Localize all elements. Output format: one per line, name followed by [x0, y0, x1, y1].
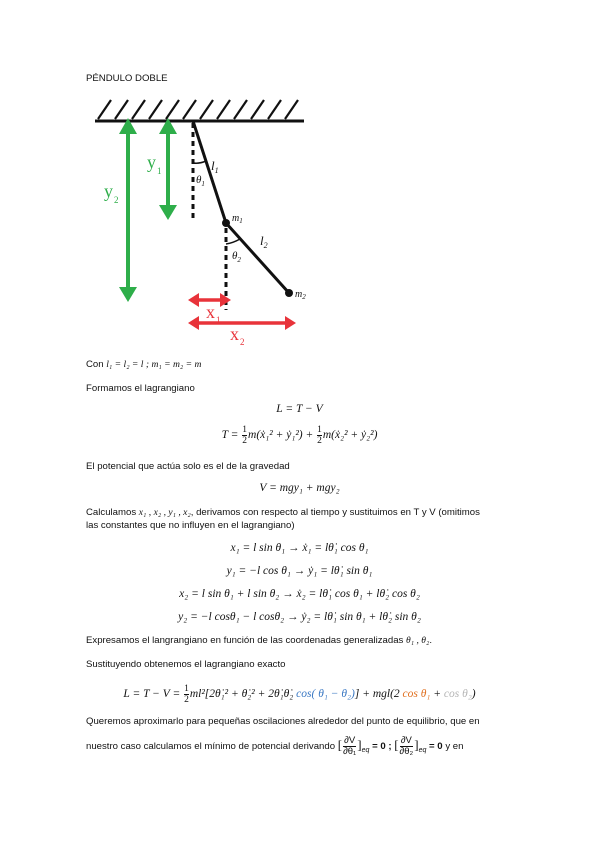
angle-arc-2 [226, 239, 240, 244]
potencial-paragraph: El potencial que actúa solo es el de la gravedad [86, 461, 290, 472]
mass-1 [222, 219, 230, 227]
expresamos-paragraph: Expresamos el langrangiano en función de las coordenadas generalizadas θ₁ , θ₂. [86, 635, 432, 646]
fraction-half-3: $\frac{1}{2}$ [184, 684, 189, 705]
x2-label: $x_2$ [230, 324, 245, 347]
partial-v-theta2: $\frac{\partial V}{\text{∂θ₂}}$ [399, 734, 414, 757]
page-title: PÉNDULO DOBLE [86, 73, 168, 84]
equation-y1: y₁ = −l cos θ₁ → ẏ₁ = lθ̇₁ sin θ₁ [226, 565, 373, 577]
x1-label: $x_1$ [206, 302, 221, 325]
l1-label: $l_1$ [211, 158, 219, 175]
angle-arc-1 [193, 161, 206, 163]
fraction-half-2: $\frac{1}{2}$ [317, 425, 322, 446]
equation-kinetic: T = $\frac{1}{2}$ m(ẋ₁² + ẏ₁²) + $\frac{1}{2}$ m(ẋ₂² + ẏ₂²) [221, 425, 378, 446]
double-pendulum-diagram [0, 88, 599, 348]
m2-label: $m_2$ [295, 289, 306, 301]
cos-theta1-term: cos θ₁ [402, 688, 431, 701]
queremos-line-2: nuestro caso calculamos el mínimo de potencial derivando [ $\frac{\partial V}{\text{∂θ₁}}$ ]$_{eq} = 0$ ; [ $\frac{\partial V}{\text{∂θ₂}}$ ]$_{eq} = 0$ y en [86, 734, 464, 757]
equation-potential: V = mgy₁ + mgy₂ [259, 482, 340, 494]
formamos-paragraph: Formamos el lagrangiano [86, 383, 195, 394]
fraction-half: $\frac{1}{2}$ [242, 425, 248, 446]
y1-arrow [159, 118, 177, 220]
y1-label: $y_1$ [147, 152, 162, 176]
condition-line: Con l₁ = l₂ = l ; m₁ = m₂ = m [86, 359, 202, 370]
y2-label: $y_2$ [104, 181, 119, 205]
theta1-label: $\theta_1$ [196, 174, 205, 188]
cos-theta2-term: cos θ₂ [443, 688, 472, 701]
mass-2 [285, 289, 293, 297]
y2-arrow [119, 118, 137, 302]
equation-exact-lagrangian: L = T − V = $\frac{1}{2}$ ml²[2θ̇₁² + θ̇₂² + 2θ̇₁θ̇₂ cos( θ₁ − θ₂)] + mgl(2 cos θ₁ + cos θ₂) [123, 684, 476, 705]
calculamos-paragraph: Calculamos x₁ , x₂ , y₁ , x₂, derivamos con respecto al tiempo y sustituimos en T y V (omitimos las constantes que no influyen en el lagrangiano) [86, 507, 480, 531]
ceiling-hatching [95, 100, 304, 121]
cos-difference-term: cos( θ₁ − θ₂) [296, 688, 355, 701]
equation-y2: y₂ = −l cosθ₁ − l cosθ₂ → ẏ₂ = lθ̇₁ sin θ₁ + lθ̇₂ sin θ₂ [178, 611, 421, 623]
equation-x1: x₁ = l sin θ₁ → ẋ₁ = lθ̇₁ cos θ₁ [230, 542, 369, 554]
l2-label: $l_2$ [260, 233, 268, 250]
sustituyendo-paragraph: Sustituyendo obtenemos el lagrangiano exacto [86, 659, 286, 670]
theta2-label: $\theta_2$ [232, 250, 241, 264]
equation-lagrangian: L = T − V [276, 403, 323, 415]
queremos-line-1: Queremos aproximarlo para pequeñas oscilaciones alrededor del punto de equilibrio, que en [86, 716, 480, 727]
equation-x2: x₂ = l sin θ₁ + l sin θ₂ → ẋ₂ = lθ̇₁ cos θ₁ + lθ̇₂ cos θ₂ [179, 588, 420, 600]
rod-1 [193, 121, 226, 223]
partial-v-theta1: $\frac{\partial V}{\text{∂θ₁}}$ [343, 734, 357, 757]
x2-arrow [188, 316, 296, 330]
m1-label: $m_1$ [232, 213, 243, 225]
